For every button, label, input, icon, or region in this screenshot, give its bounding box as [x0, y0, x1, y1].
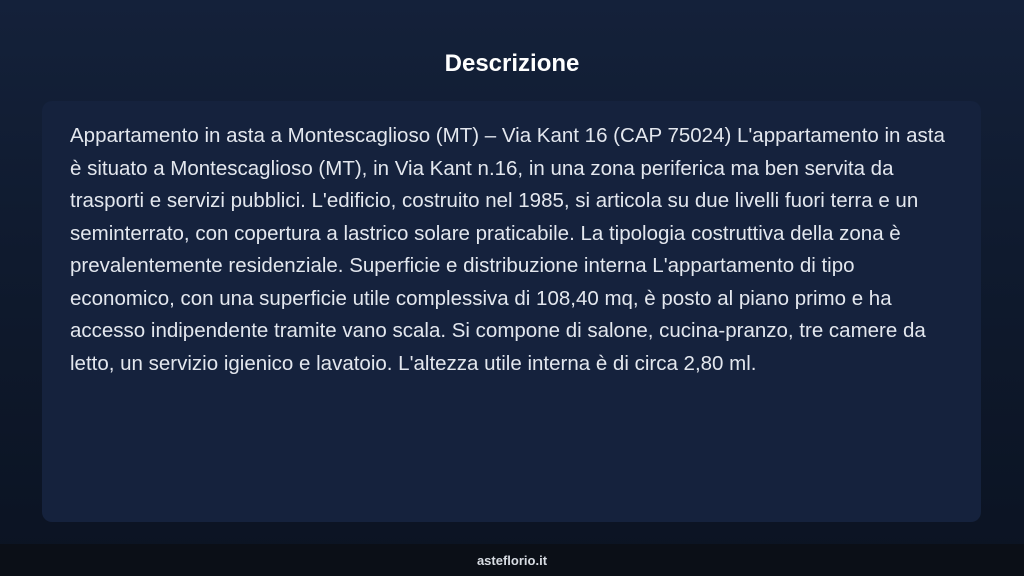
footer-bar — [0, 544, 1024, 576]
description-text: Appartamento in asta a Montescaglioso (MT) – Via Kant 16 (CAP 75024) L'appartamento in asta è situato a Montescaglioso (MT), in Via Kant n.16, in una zona periferica ma ben servita da trasporti e servizi pubblici. L'edificio, costruito nel 1985, si articola su due livelli fuori terra e un seminterrato, con copertura a lastrico solare praticabile. La tipologia costruttiva della zona è prevalentemente residenziale. Superficie e distribuzione interna L'appartamento di tipo economico, con una superficie utile complessiva di 108,40 mq, è posto al piano primo e ha accesso indipendente tramite vano scala. Si compone di salone, cucina-pranzo, tre camere da letto, un servizio igienico e lavatoio. L'altezza utile interna è di circa 2,80 ml. — [70, 124, 945, 375]
footer-site-name: asteflorio.it — [476, 552, 548, 568]
page-title: Descrizione — [444, 50, 580, 77]
description-card — [42, 101, 981, 522]
